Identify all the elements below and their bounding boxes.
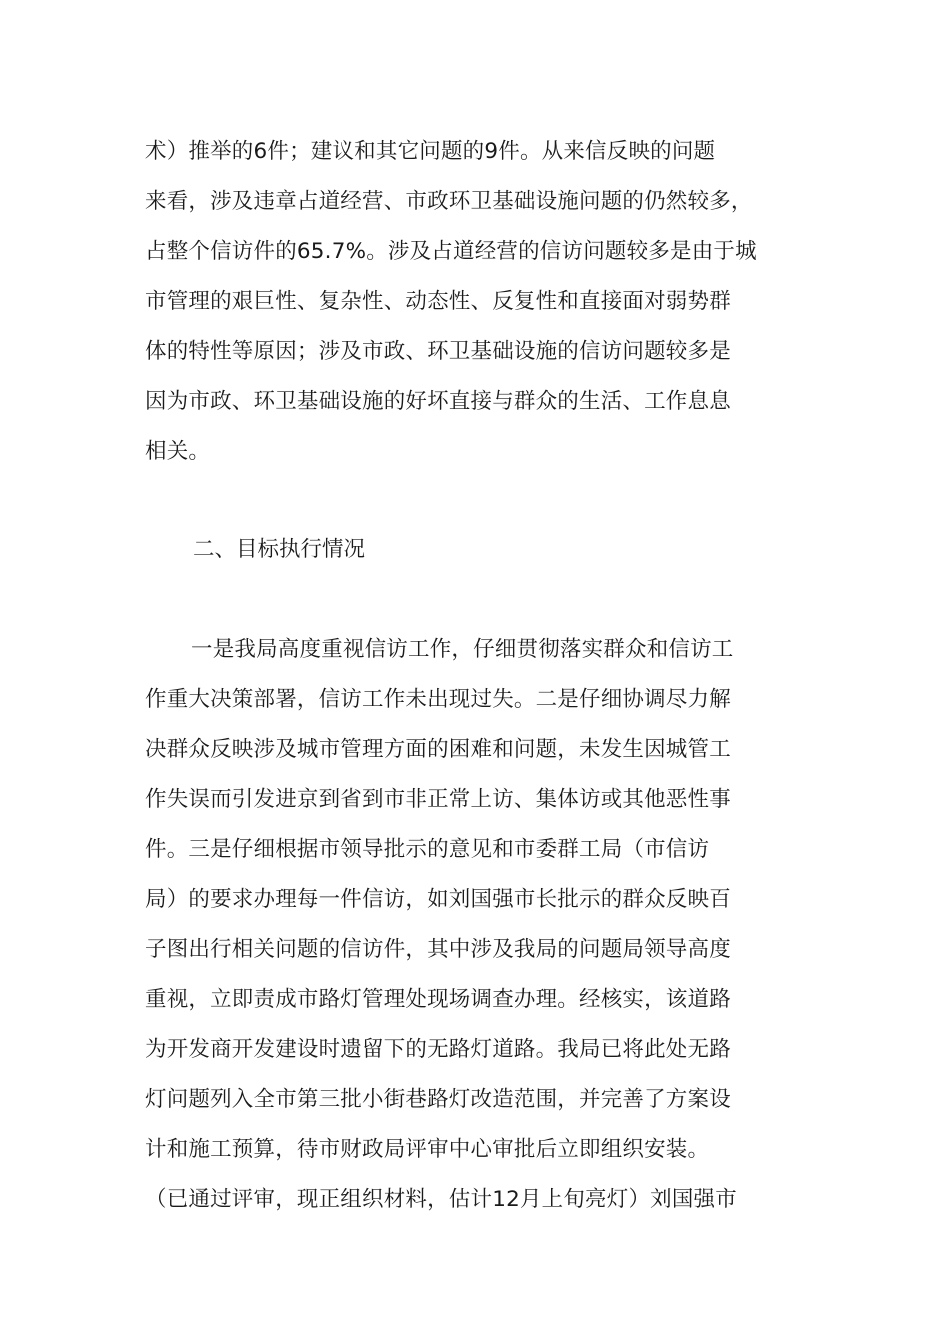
text-line: 占整个信访件的65.7%。涉及占道经营的信访问题较多是由于城 [145, 239, 757, 264]
paragraph-goal-execution [145, 625, 810, 1225]
text-line: 子图出行相关问题的信访件，其中涉及我局的问题局领导高度 [145, 937, 731, 962]
text-line: 局）的要求办理每一件信访，如刘国强市长批示的群众反映百 [145, 887, 731, 912]
text-line: 相关。 [145, 439, 211, 464]
text-line: 一是我局高度重视信访工作，仔细贯彻落实群众和信访工 [191, 637, 734, 662]
text-line: 来看，涉及违章占道经营、市政环卫基础设施问题的仍然较多， [145, 189, 753, 214]
text-line: 重视，立即责成市路灯管理处现场调查办理。经核实，该道路 [145, 987, 731, 1012]
section-heading: 二、目标执行情况 [193, 537, 366, 562]
text-line: 决群众反映涉及城市管理方面的困难和问题，未发生因城管工 [145, 737, 731, 762]
text-line: 术）推举的6件；建议和其它问题的9件。从来信反映的问题 [145, 139, 716, 164]
text-line: 作重大决策部署，信访工作未出现过失。二是仔细协调尽力解 [145, 687, 731, 712]
text-line: 因为市政、环卫基础设施的好坏直接与群众的生活、工作息息 [145, 389, 731, 414]
text-line: 灯问题列入全市第三批小街巷路灯改造范围，并完善了方案设 [145, 1087, 731, 1112]
paragraph-statistics [145, 127, 810, 477]
text-line: （已通过评审，现正组织材料，估计12月上旬亮灯）刘国强市 [145, 1187, 737, 1212]
text-line: 件。三是仔细根据市领导批示的意见和市委群工局（市信访 [145, 837, 710, 862]
text-line: 计和施工预算，待市财政局评审中心审批后立即组织安装。 [145, 1137, 710, 1162]
text-line: 市管理的艰巨性、复杂性、动态性、反复性和直接面对弱势群 [145, 289, 731, 314]
text-line: 为开发商开发建设时遗留下的无路灯道路。我局已将此处无路 [145, 1037, 731, 1062]
text-line: 体的特性等原因；涉及市政、环卫基础设施的信访问题较多是 [145, 339, 731, 364]
text-line: 作失误而引发进京到省到市非正常上访、集体访或其他恶性事 [145, 787, 731, 812]
